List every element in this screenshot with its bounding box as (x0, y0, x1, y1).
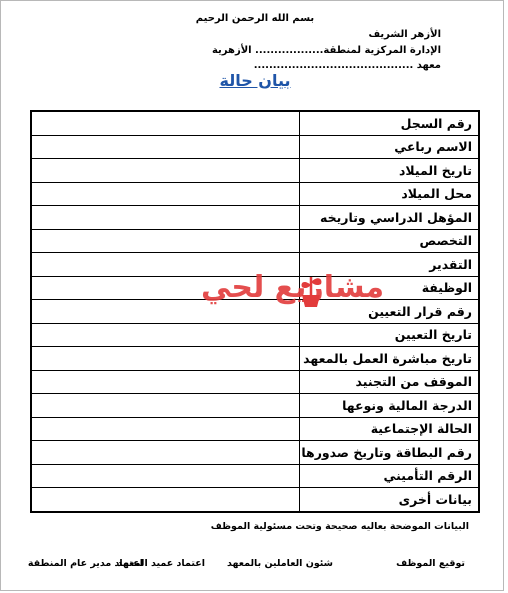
field-label: الاسم رباعي (300, 135, 479, 159)
field-label: الوظيفة (300, 276, 479, 300)
field-label: تاريخ مباشرة العمل بالمعهد (300, 347, 479, 371)
field-label: محل الميلاد (300, 182, 479, 206)
header-administration: الإدارة المركزية لمنطقة.................. الأزهرية (211, 45, 441, 56)
field-label: الحالة الإجتماعية (300, 417, 479, 441)
field-label: الموقف من التجنيد (300, 370, 479, 394)
table-row (31, 370, 479, 394)
field-label: رقم قرار التعيين (300, 300, 479, 324)
field-label: الرقم التأميني (300, 464, 479, 488)
table-row (31, 323, 479, 347)
table-row (31, 417, 479, 441)
field-label: تاريخ الميلاد (300, 159, 479, 183)
table-row (31, 394, 479, 418)
field-label: الدرجة المالية ونوعها (300, 394, 479, 418)
table-row (31, 464, 479, 488)
status-form-table (30, 110, 480, 513)
basmala: بسم الله الرحمن الرحيم (195, 13, 315, 24)
table-row (31, 441, 479, 465)
field-label: رقم السجل (300, 111, 479, 135)
field-value[interactable] (31, 394, 300, 418)
table-row (31, 159, 479, 183)
field-label: تاريخ التعيين (300, 323, 479, 347)
signature-staff-affairs: شئون العاملين بالمعهد (226, 558, 333, 569)
field-label: بيانات أخرى (300, 488, 479, 512)
field-value[interactable] (31, 464, 300, 488)
field-label: التخصص (300, 229, 479, 253)
field-value[interactable] (31, 229, 300, 253)
field-value[interactable] (31, 323, 300, 347)
field-value[interactable] (31, 417, 300, 441)
table-row (31, 347, 479, 371)
field-label: رقم البطاقة وتاريخ صدورها (300, 441, 479, 465)
signature-dean: اعتماد عميد المعهد (117, 558, 205, 569)
field-label: المؤهل الدراسي وتاريخه (300, 206, 479, 230)
table-row (31, 135, 479, 159)
field-value[interactable] (31, 111, 300, 135)
table-row (31, 182, 479, 206)
page-title: بيان حالة (219, 71, 291, 90)
field-value[interactable] (31, 135, 300, 159)
field-value[interactable] (31, 347, 300, 371)
field-value[interactable] (31, 206, 300, 230)
table-row (31, 229, 479, 253)
field-value[interactable] (31, 182, 300, 206)
signature-employee: توقيع الموظف (396, 558, 465, 569)
field-label: التقدير (300, 253, 479, 277)
header-institution: الأزهر الشريف (368, 29, 441, 40)
table-row (31, 206, 479, 230)
header-institute: معهد .......................................... (253, 60, 441, 71)
field-value[interactable] (31, 159, 300, 183)
footer-note: البيانات الموضحة بعاليه صحيحة وتحت مسئولية الموظف (210, 521, 469, 532)
watermark-text: مشاريع لحي (201, 270, 385, 305)
field-value[interactable] (31, 441, 300, 465)
table-row (31, 111, 479, 135)
field-value[interactable] (31, 488, 300, 512)
signature-region-director: اعتماد مدير عام المنطقة (27, 558, 143, 569)
table-row (31, 488, 479, 512)
field-value[interactable] (31, 370, 300, 394)
